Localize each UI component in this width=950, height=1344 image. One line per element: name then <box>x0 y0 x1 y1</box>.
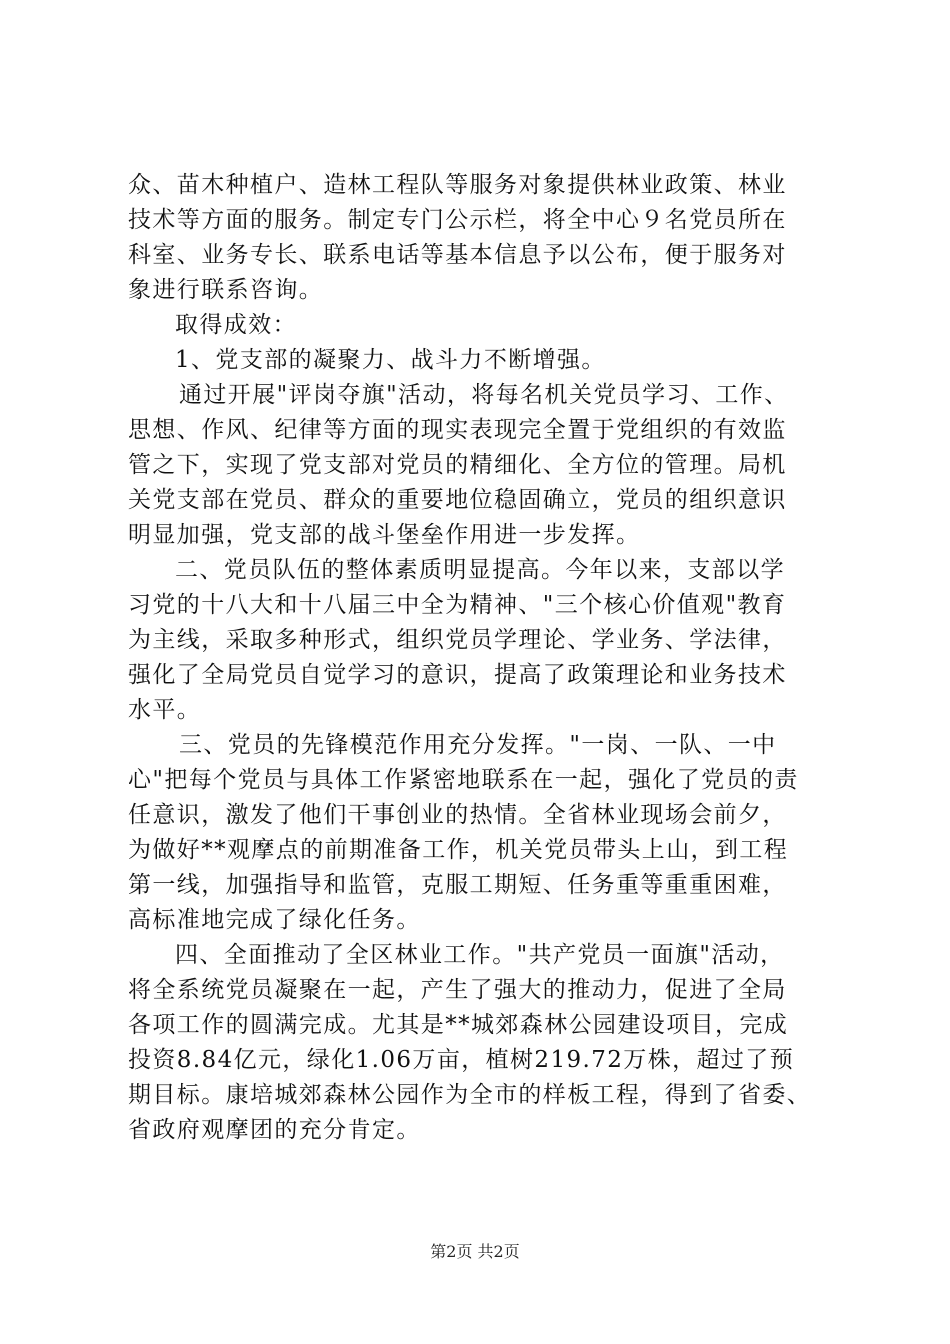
text-line: 为主线，采取多种形式，组织党员学理论、学业务、学法律， <box>128 627 787 653</box>
text-line: 任意识，激发了他们干事创业的热情。全省林业现场会前夕， <box>128 802 787 828</box>
text-line: 众、苗木种植户、造林工程队等服务对象提供林业政策、林业 <box>128 172 787 198</box>
page-footer: 第2页 共2页 <box>430 1242 520 1261</box>
text-line: 习党的十八大和十八届三中全为精神、"三个核心价值观"教育 <box>128 592 787 618</box>
text-line: 取得成效： <box>175 312 297 338</box>
text-line: 期目标。康培城郊森林公园作为全市的样板工程，得到了省委、 <box>128 1082 812 1108</box>
text-line: 科室、业务专长、联系电话等基本信息予以公布，便于服务对 <box>128 242 787 268</box>
text-line: 三、党员的先锋模范作用充分发挥。"一岗、一队、一中 <box>179 732 777 758</box>
text-line: 二、党员队伍的整体素质明显提高。今年以来，支部以学 <box>175 557 785 583</box>
text-line: 1、党支部的凝聚力、战斗力不断增强。 <box>175 347 606 373</box>
text-line: 技术等方面的服务。制定专门公示栏，将全中心９名党员所在 <box>128 207 787 233</box>
text-line: 第一线，加强指导和监管，克服工期短、任务重等重重困难， <box>128 872 787 898</box>
text-line: 将全系统党员凝聚在一起，产生了强大的推动力，促进了全局 <box>128 977 787 1003</box>
text-line: 四、全面推动了全区林业工作。"共产党员一面旗"活动， <box>175 942 785 968</box>
text-line: 关党支部在党员、群众的重要地位稳固确立，党员的组织意识 <box>128 487 787 513</box>
text-line: 为做好**观摩点的前期准备工作，机关党员带头上山，到工程 <box>128 837 789 863</box>
text-line: 高标准地完成了绿化任务。 <box>128 907 421 933</box>
text-line: 管之下，实现了党支部对党员的精细化、全方位的管理。局机 <box>128 452 787 478</box>
text-line: 投资8.84亿元，绿化1.06万亩，植树219.72万株，超过了预 <box>128 1047 795 1073</box>
text-line: 心"把每个党员与具体工作紧密地联系在一起，强化了党员的责 <box>128 767 799 793</box>
text-line: 通过开展"评岗夺旗"活动，将每名机关党员学习、工作、 <box>179 382 789 408</box>
text-line: 省政府观摩团的充分肯定。 <box>128 1117 421 1143</box>
text-line: 象进行联系咨询。 <box>128 277 324 303</box>
text-line: 明显加强，党支部的战斗堡垒作用进一步发挥。 <box>128 522 641 548</box>
text-line: 思想、作风、纪律等方面的现实表现完全置于党组织的有效监 <box>128 417 787 443</box>
document-body <box>128 168 828 1148</box>
text-line: 强化了全局党员自觉学习的意识，提高了政策理论和业务技术 <box>128 662 787 688</box>
text-line: 水平。 <box>128 697 202 723</box>
text-line: 各项工作的圆满完成。尤其是**城郊森林公园建设项目，完成 <box>128 1012 789 1038</box>
